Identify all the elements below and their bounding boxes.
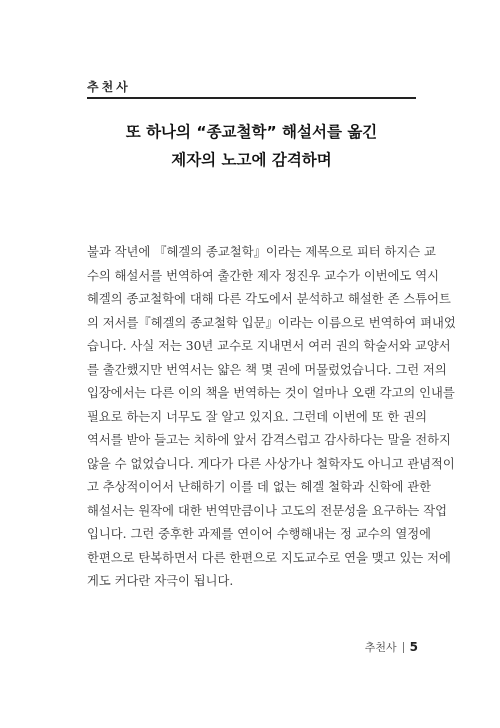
body-line: 게도 커다란 자극이 됩니다. — [87, 574, 234, 588]
body-line: 헤겔의 종교철학에 대해 다른 각도에서 분석하고 해설한 존 스튜어트 — [87, 292, 451, 306]
page-footer — [365, 639, 418, 655]
body-line: 필요로 하는지 너무도 잘 알고 있지요. 그런데 이번에 또 한 권의 — [87, 409, 427, 424]
footer-label: 추천사 — [364, 641, 397, 654]
body-line: 수의 해설서를 번역하여 출간한 제자 정진우 교수가 이번에도 역시 — [87, 268, 439, 283]
body-line: 의 저서를『헤겔의 종교철학 입문』이라는 이름으로 번역하여 펴내었 — [87, 315, 456, 330]
body-line: 습니다. 사실 저는 30년 교수로 지내면서 여러 권의 학술서와 교양서 — [87, 339, 451, 353]
body-line: 불과 작년에 『헤겔의 종교철학』이라는 제목으로 피터 하지슨 교 — [87, 245, 436, 259]
page-title — [87, 118, 416, 174]
body-line: 입장에서는 다른 이의 책을 번역하는 것이 얼마나 오랜 각고의 인내를 — [87, 386, 455, 400]
section-label: 추천사 — [87, 80, 131, 94]
body-line: 역서를 받아 들고는 치하에 앞서 감격스럽고 감사하다는 말을 전하지 — [87, 433, 451, 447]
title-line-1: 또 하나의 “종교철학” 해설서를 옮긴 — [125, 123, 378, 141]
body-line: 않을 수 없었습니다. 게다가 다른 사상가나 철학자도 아니고 관념적이 — [87, 456, 455, 471]
body-line: 한편으로 탄복하면서 다른 한편으로 지도교수로 연을 맺고 있는 저에 — [87, 550, 451, 565]
header-rule — [87, 97, 416, 99]
body-line: 해설서는 원작에 대한 번역만큼이나 고도의 전문성을 요구하는 작업 — [87, 503, 447, 518]
body-line: 를 출간했지만 번역서는 얇은 책 몇 권에 머물렀었습니다. 그런 저의 — [87, 362, 447, 377]
page-number: 5 — [409, 640, 418, 654]
footer-divider — [403, 642, 404, 653]
body-line: 고 추상적이어서 난해하기 이를 데 없는 헤겔 철학과 신학에 관한 — [87, 480, 432, 494]
body-text — [87, 241, 456, 594]
body-line: 입니다. 그런 중후한 과제를 연이어 수행해내는 정 교수의 열정에 — [87, 527, 432, 541]
title-line-2: 제자의 노고에 감격하며 — [171, 151, 332, 169]
